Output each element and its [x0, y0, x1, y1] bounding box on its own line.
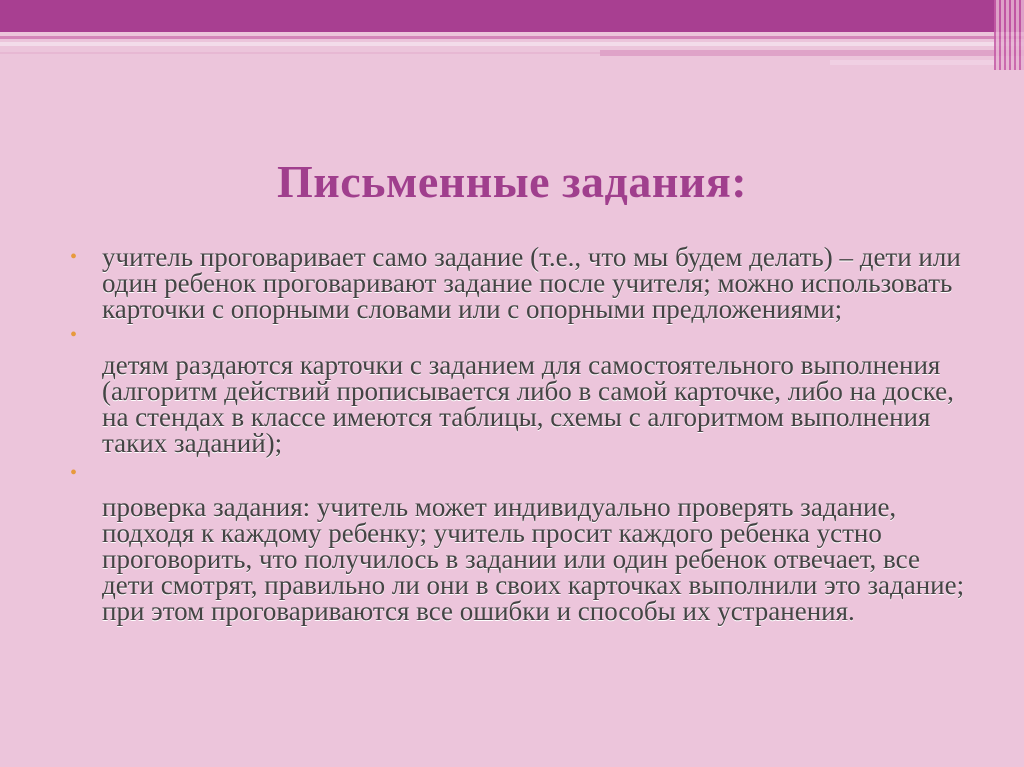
bullet-icon: •	[70, 246, 78, 268]
top-decorative-line	[600, 50, 1024, 56]
bullet-text: детям раздаются карточки с заданием для самостоятельного выполнения (алгоритм действий прописывается либо в самой карточке, либо на доске, на стендах в классе имеются таблицы, схемы с алгоритмом выполнения таких заданий);	[102, 350, 954, 458]
bullet-list	[70, 244, 970, 624]
top-decorative-band	[0, 0, 1024, 32]
bullet-text: проверка задания: учитель может индивидуально проверять задание, подходя к каждому ребенку; учитель просит каждого ребенка устно проговорить, что получилось в задании или один ребенок отвечает, все дети смотрят, правильно ли они в своих карточках выполнили это задание; при этом проговариваются все ошибки и способы их устранения.	[102, 492, 965, 626]
bullet-icon: •	[70, 462, 78, 484]
top-decorative-line	[0, 42, 1024, 46]
bullet-item	[70, 244, 970, 322]
top-decorative-line	[0, 36, 1024, 39]
bullet-icon: •	[70, 324, 78, 346]
corner-stripes-decoration	[994, 0, 1024, 70]
bullet-item-empty	[70, 460, 970, 494]
top-decorative-line	[0, 52, 600, 54]
slide-title: Письменные задания:	[276, 156, 748, 207]
bullet-text: учитель проговаривает само задание (т.е., что мы будем делать) – дети или один ребенок проговаривают задание после учителя; можно использовать карточки с опорными словами или с опорными предложениями;	[102, 242, 961, 324]
bullet-item-empty	[70, 322, 970, 352]
bullet-item	[70, 352, 970, 456]
bullet-item	[70, 494, 970, 624]
